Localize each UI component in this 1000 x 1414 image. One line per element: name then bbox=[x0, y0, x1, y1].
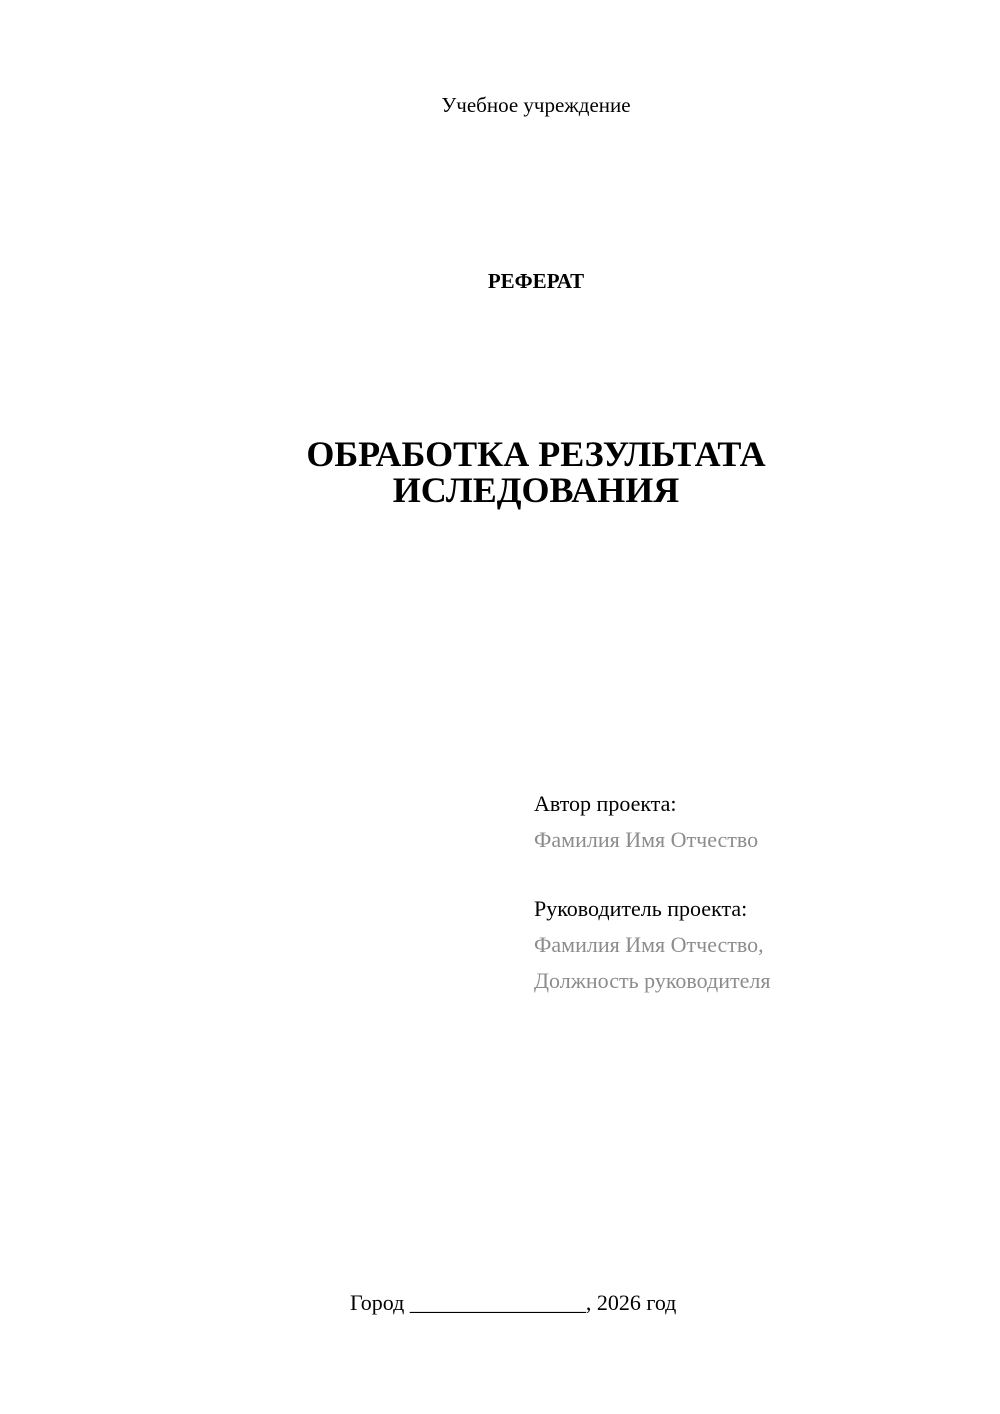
author-label: Автор проекта: bbox=[534, 791, 677, 816]
document-title-line-2: ИСЛЕДОВАНИЯ bbox=[392, 470, 680, 510]
supervisor-label: Руководитель проекта: bbox=[534, 896, 748, 921]
institution-name: Учебное учреждение bbox=[441, 93, 631, 117]
author-block bbox=[534, 786, 758, 858]
supervisor-block bbox=[534, 891, 770, 999]
supervisor-name: Фамилия Имя Отчество, bbox=[534, 932, 764, 957]
city-year-line: Город ________________, 2026 год bbox=[350, 1290, 677, 1315]
document-title-line-1: ОБРАБОТКА РЕЗУЛЬТАТА bbox=[306, 434, 766, 474]
supervisor-position: Должность руководителя bbox=[534, 968, 771, 993]
author-name: Фамилия Имя Отчество bbox=[534, 827, 759, 852]
document-title bbox=[0, 436, 1000, 508]
document-type: РЕФЕРАТ bbox=[487, 269, 585, 293]
